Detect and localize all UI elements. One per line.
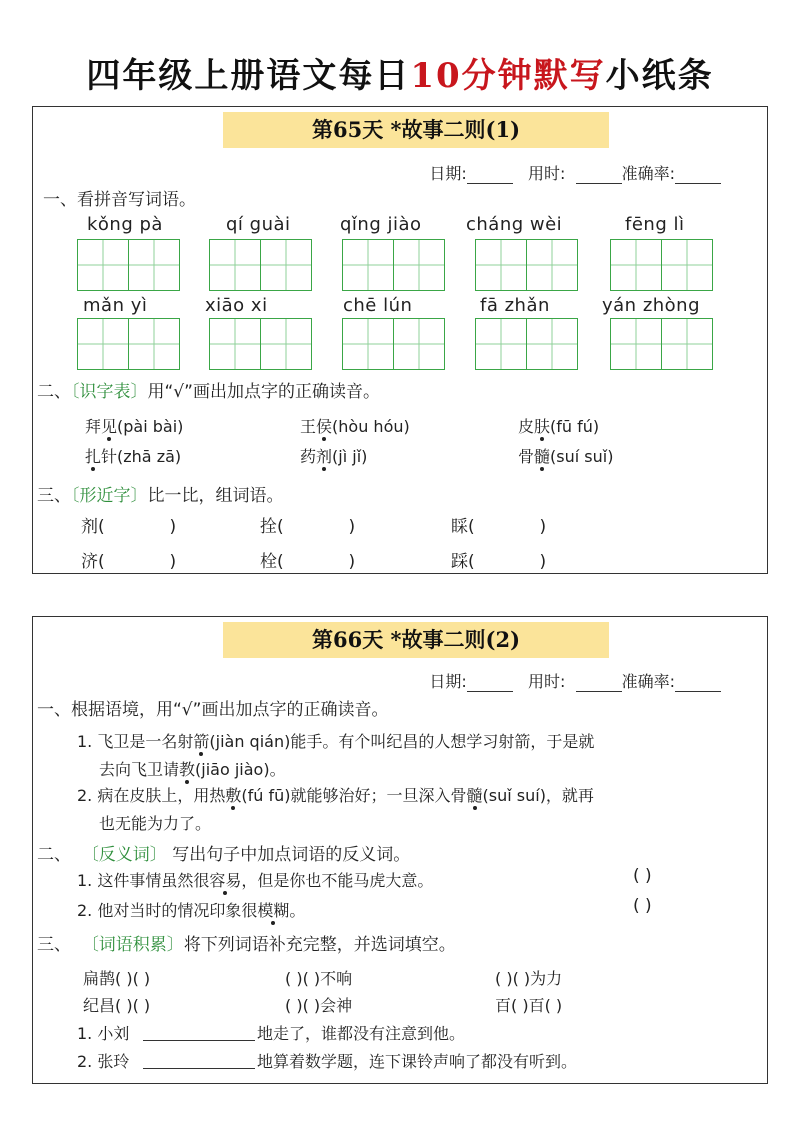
- pinyin-label: mǎn yì: [83, 295, 148, 316]
- meta-line: 日期: 用时: 准确率:: [429, 669, 721, 692]
- writing-grid[interactable]: [77, 318, 179, 370]
- section-2-heading: 二、〔识字表〕用“√”画出加点字的正确读音。: [37, 382, 380, 402]
- writing-grid[interactable]: [610, 239, 712, 291]
- context-sentence: 也无能为力了。: [99, 814, 212, 833]
- pronunciation-item[interactable]: 骨髓(suí suǐ): [518, 447, 614, 466]
- section-1-heading: 一、看拼音写词语。: [43, 190, 196, 210]
- pinyin-label: yán zhòng: [602, 295, 701, 316]
- time-blank[interactable]: [576, 167, 622, 184]
- section-3-heading: 三、 〔词语积累〕将下列词语补充完整，并选词填空。: [37, 935, 456, 955]
- pinyin-label: fā zhǎn: [480, 295, 550, 316]
- similar-char-item[interactable]: 睬( ): [451, 517, 547, 537]
- idiom-fill-item[interactable]: ( )( )会神: [285, 996, 353, 1015]
- page-title: 四年级上册语文每日10分钟默写小纸条: [86, 56, 714, 96]
- worksheet-day-65: [32, 106, 768, 574]
- date-blank[interactable]: [467, 675, 513, 692]
- fill-blank-sentence: 2. 张玲: [77, 1052, 130, 1071]
- section-3-heading: 三、〔形近字〕比一比，组词语。: [37, 486, 284, 506]
- idiom-fill-item[interactable]: 纪昌( )( ): [83, 996, 151, 1015]
- context-sentence[interactable]: 1. 飞卫是一名射箭(jiàn qián)能手。有个叫纪昌的人想学习射箭，于是就: [77, 732, 595, 751]
- idiom-fill-item[interactable]: 百( )百( ): [495, 996, 563, 1015]
- writing-grid[interactable]: [475, 239, 577, 291]
- pinyin-label: xiāo xi: [205, 295, 268, 316]
- similar-char-item[interactable]: 济( ): [81, 552, 177, 572]
- section-1-heading: 一、根据语境，用“√”画出加点字的正确读音。: [37, 700, 389, 720]
- answer-blank[interactable]: [143, 1040, 255, 1041]
- accuracy-blank[interactable]: [675, 167, 721, 184]
- section-2-heading: 二、 〔反义词〕 写出句子中加点词语的反义词。: [37, 845, 411, 865]
- day-65-banner: 第65天 *故事二则(1): [223, 112, 609, 148]
- writing-grid[interactable]: [475, 318, 577, 370]
- idiom-fill-item[interactable]: ( )( )为力: [495, 969, 563, 988]
- writing-grid[interactable]: [209, 318, 311, 370]
- antonym-sentence: 1. 这件事情虽然很容易，但是你也不能马虎大意。: [77, 871, 434, 890]
- writing-grid[interactable]: [610, 318, 712, 370]
- similar-char-item[interactable]: 栓( ): [260, 552, 356, 572]
- pronunciation-item[interactable]: 王侯(hòu hóu): [300, 417, 410, 436]
- writing-grid[interactable]: [342, 318, 444, 370]
- pinyin-label: qǐng jiào: [340, 214, 422, 235]
- fill-blank-sentence: 1. 小刘: [77, 1024, 130, 1043]
- writing-grid[interactable]: [77, 239, 179, 291]
- meta-line: 日期: 用时: 准确率:: [429, 161, 721, 184]
- similar-char-item[interactable]: 踩( ): [451, 552, 547, 572]
- pronunciation-item[interactable]: 拜见(pài bài): [85, 417, 184, 436]
- date-blank[interactable]: [467, 167, 513, 184]
- pronunciation-item[interactable]: 药剂(jì jǐ): [300, 447, 368, 466]
- fill-blank-sentence: 地走了，谁都没有注意到他。: [257, 1024, 466, 1043]
- time-blank[interactable]: [576, 675, 622, 692]
- pinyin-label: qí guài: [226, 214, 291, 235]
- writing-grid[interactable]: [342, 239, 444, 291]
- context-sentence[interactable]: 去向飞卫请教(jiāo jiào)。: [99, 760, 286, 779]
- pinyin-label: fēng lì: [625, 214, 685, 235]
- answer-blank[interactable]: [143, 1068, 255, 1069]
- antonym-answer-bracket[interactable]: ( ): [633, 866, 652, 886]
- idiom-fill-item[interactable]: ( )( )不响: [285, 969, 353, 988]
- similar-char-item[interactable]: 剂( ): [81, 517, 177, 537]
- pinyin-label: kǒng pà: [87, 214, 163, 235]
- writing-grid[interactable]: [209, 239, 311, 291]
- antonym-answer-bracket[interactable]: ( ): [633, 896, 652, 916]
- pinyin-label: cháng wèi: [466, 214, 563, 235]
- day-66-banner: 第66天 *故事二则(2): [223, 622, 609, 658]
- context-sentence[interactable]: 2. 病在皮肤上，用热敷(fú fū)就能够治好；一旦深入骨髓(suǐ suí)，就再: [77, 786, 594, 805]
- pronunciation-item[interactable]: 皮肤(fū fú): [518, 417, 600, 436]
- accuracy-blank[interactable]: [675, 675, 721, 692]
- fill-blank-sentence: 地算着数学题，连下课铃声响了都没有听到。: [257, 1052, 578, 1071]
- worksheet-day-66: [32, 616, 768, 1084]
- idiom-fill-item[interactable]: 扁鹊( )( ): [83, 969, 151, 988]
- antonym-sentence: 2. 他对当时的情况印象很模糊。: [77, 901, 306, 920]
- pronunciation-item[interactable]: 扎针(zhā zā): [85, 447, 182, 466]
- similar-char-item[interactable]: 拴( ): [260, 517, 356, 537]
- pinyin-label: chē lún: [343, 295, 413, 316]
